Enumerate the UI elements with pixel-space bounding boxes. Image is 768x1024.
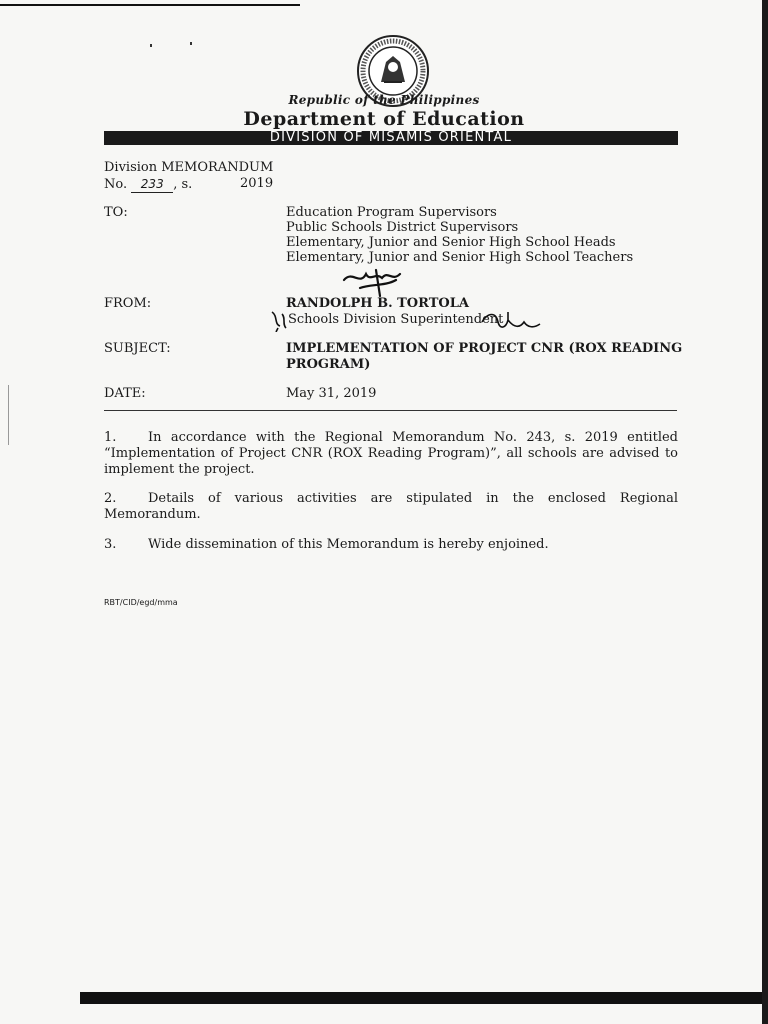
paragraph-3 (104, 537, 678, 553)
paragraph-text: In accordance with the Regional Memorandum No. 243, s. 2019 entitled “Implementation of Project CNR (ROX Reading Program)”, all schools are advised to implement the project. (104, 430, 678, 477)
paragraph-2 (104, 491, 678, 523)
sender-name: RANDOLPH B. TORTOLA (286, 296, 469, 311)
paragraph-number: 3. (104, 537, 117, 552)
memo-number-line (104, 176, 192, 193)
recipient: Elementary, Junior and Senior High School Heads (286, 235, 616, 250)
sender-title: Schools Division Superintendent (288, 312, 504, 327)
scan-mark (8, 385, 9, 445)
scan-border-top (0, 4, 300, 6)
scan-border-right (762, 0, 768, 1024)
scan-border-bottom (80, 992, 762, 1004)
paragraph-text: Details of various activities are stipulated in the enclosed Regional Memorandum. (104, 491, 678, 522)
paragraph-text: Wide dissemination of this Memorandum is hereby enjoined. (148, 537, 549, 552)
subject-line-2: PROGRAM) (286, 357, 371, 372)
paragraph-number: 1. (104, 430, 117, 445)
republic-heading: Republic of the Philippines (288, 93, 480, 107)
recipient: Public Schools District Supervisors (286, 220, 519, 235)
memo-year: 2019 (240, 176, 274, 191)
memo-series-label: , s. (173, 177, 193, 192)
recipient: Education Program Supervisors (286, 205, 497, 220)
paragraph-number: 2. (104, 491, 117, 506)
subject-line-1: IMPLEMENTATION OF PROJECT CNR (ROX READING (286, 341, 683, 356)
header-divider (104, 410, 677, 411)
department-heading: Department of Education (243, 108, 525, 130)
memo-type: Division MEMORANDUM (104, 160, 274, 175)
reference-initials: RBT/CID/egd/mma (104, 598, 178, 607)
memo-number-label: No. (104, 177, 128, 192)
from-label: FROM: (104, 296, 152, 311)
paragraph-1 (104, 430, 678, 478)
to-label: TO: (104, 205, 128, 220)
scan-speck (150, 44, 152, 47)
date-label: DATE: (104, 386, 146, 401)
handwritten-initial (478, 308, 542, 334)
subject-label: SUBJECT: (104, 341, 171, 356)
handwritten-initial (268, 308, 290, 332)
division-banner: DIVISION OF MISAMIS ORIENTAL (104, 131, 678, 145)
memo-number-value: 233 (131, 176, 173, 193)
recipient: Elementary, Junior and Senior High School Teachers (286, 250, 634, 265)
scan-speck (190, 42, 192, 45)
date-value: May 31, 2019 (286, 386, 377, 401)
